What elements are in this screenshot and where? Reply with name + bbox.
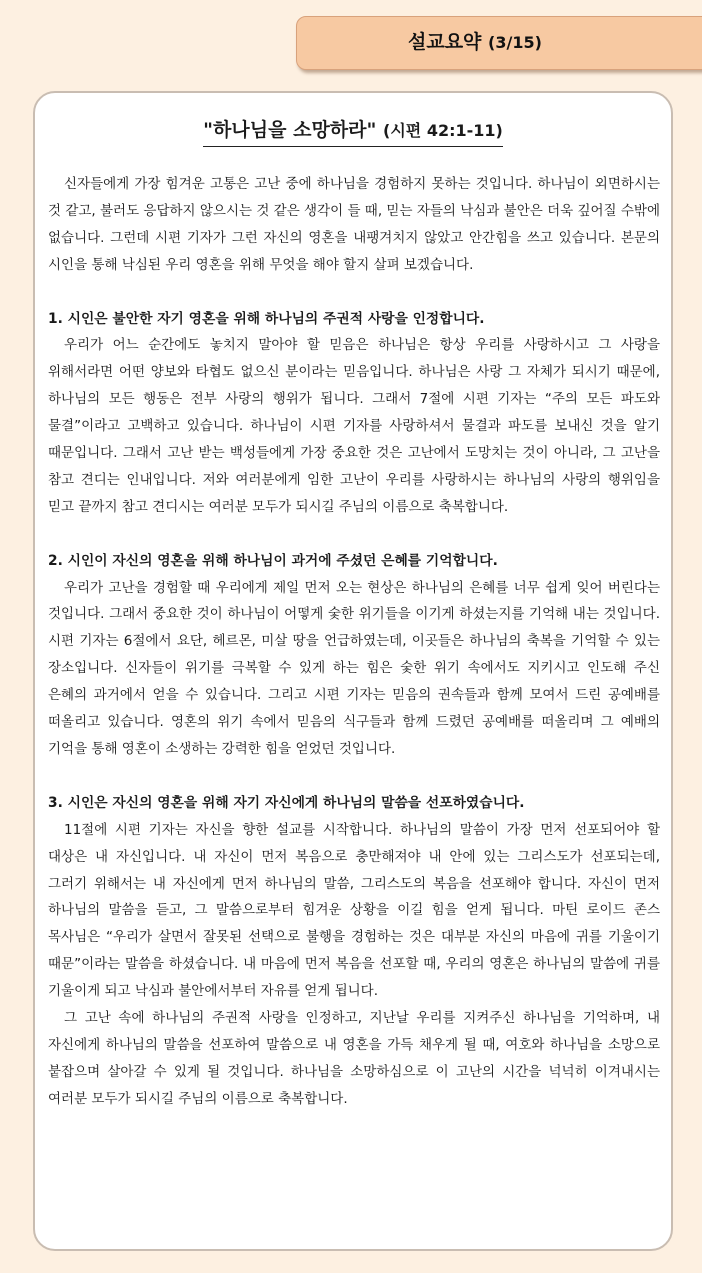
- section-2-paragraph: 우리가 고난을 경험할 때 우리에게 제일 먼저 오는 현상은 하나님의 은혜를 너무 쉽게 잊어 버린다는 것입니다. 그래서 중요한 것이 하나님이 어떻게 숯한 위기들을 이기게 하셨는지를 기억해 내는 것입니다. 시편 기자는 6절에서 요단, 헤르몬, 미살 땅을 언급하였는데, 이곳들은 하나님의 축복을 기억할 수 있는 장소입니다. 신자들이 위기를 극복할 수 있게 하는 힘은 숯한 위기 속에서도 지키시고 인도해 주신 은혜의 과거에서 얻을 수 있습니다. 그리고 시편 기자는 믿음의 권속들과 함께 모여서 드린 공예배를 떠올리고 있습니다. 영혼의 위기 속에서 믿음의 식구들과 함께 드렸던 공예배를 떠올리며 그 예배의 기억을 통해 영혼이 소생하는 강력한 힘을 얻었던 것입니다.: [48, 579, 660, 757]
- sermon-body: [48, 171, 660, 1113]
- section-spacer: [48, 763, 660, 790]
- header-title-text: 설교요약: [408, 31, 482, 53]
- page-indicator: (3/15): [488, 33, 542, 52]
- section-1-paragraph: 우리가 어느 순간에도 놓치지 말아야 할 믿음은 하나님은 항상 우리를 사랑하시고 그 사랑을 위해서라면 어떤 양보와 타협도 없으신 분이라는 믿음입니다. 하나님은 사랑 그 자체가 되시기 때문에, 하나님의 모든 행동은 전부 사랑의 행위가 됩니다. 그래서 7절에 시편 기자는 “주의 모든 파도와 물결”이라고 고백하고 있습니다. 하나님이 시편 기자를 사랑하셔서 물결과 파도를 보내신 것을 알기 때문입니다. 그래서 고난 받는 백성들에게 가장 중요한 것은 고난에서 도망치는 것이 아니라, 그 고난을 참고 견디는 인내입니다. 저와 여러분에게 임한 고난이 우리를 사랑하시는 하나님의 사랑의 행위임을 믿고 끝까지 참고 견디시는 여러분 모두가 되시길 주님의 이름으로 축복합니다.: [48, 337, 660, 515]
- scripture-reference: (시편 42:1-11): [383, 121, 503, 140]
- section-3-heading: 3. 시인은 자신의 영혼을 위해 자기 자신에게 하나님의 말씀을 선포하였습니다.: [48, 794, 525, 811]
- section-2-heading: 2. 시인이 자신의 영혼을 위해 하나님이 과거에 주셨던 은혜를 기억합니다.: [48, 552, 498, 569]
- page-header: [408, 29, 542, 56]
- section-3-paragraph-1: 11절에 시편 기자는 자신을 향한 설교를 시작합니다. 하나님의 말씀이 가장 먼저 선포되어야 할 대상은 내 자신입니다. 내 자신이 먼저 복음으로 충만해져야 내 안에 있는 그리스도가 선포되는데, 그러기 위해서는 내 자신에게 먼저 하나님의 말씀, 그리스도의 복음을 선포해야 합니다. 자신이 먼저 하나님의 말씀을 듣고, 그 말씀으로부터 힘겨운 상황을 이길 힘을 얻게 됩니다. 마틴 로이드 존스 목사님은 “우리가 살면서 잘못된 선택으로 불행을 경험하는 것은 대부분 자신의 마음에 귀를 기울이기 때문”이라는 말씀을 하셨습니다. 내 마음에 먼저 복음을 선포할 때, 우리의 영혼은 하나님의 말씀에 귀를 기울이게 되고 낙심과 불안에서부터 자유를 얻게 됩니다.: [48, 821, 660, 1000]
- sermon-title: [33, 117, 673, 147]
- sermon-title-text: "하나님을 소망하라": [203, 119, 377, 141]
- intro-paragraph: 신자들에게 가장 힘겨운 고통은 고난 중에 하나님을 경험하지 못하는 것입니다. 하나님이 외면하시는 것 같고, 불러도 응답하지 않으시는 것 같은 생각이 들 때, 믿는 자들의 낙심과 불안은 더욱 깊어질 수밖에 없습니다. 그런데 시편 기자가 그런 자신의 영혼을 내팽겨치지 않았고 안간힘을 쓰고 있습니다. 본문의 시인을 통해 낙심된 우리 영혼을 위해 무엇을 해야 할지 살펴 보겠습니다.: [48, 176, 660, 273]
- section-spacer: [48, 521, 660, 548]
- section-1-heading: 1. 시인은 불안한 자기 영혼을 위해 하나님의 주권적 사랑을 인정합니다.: [48, 310, 485, 327]
- section-spacer: [48, 279, 660, 306]
- section-3-paragraph-2: 그 고난 속에 하나님의 주권적 사랑을 인정하고, 지난날 우리를 지켜주신 하나님을 기억하며, 내 자신에게 하나님의 말씀을 선포하여 말씀으로 내 영혼을 가득 채우게 될 때, 여호와 하나님을 소망으로 붙잡으며 살아갈 수 있게 될 것입니다. 하나님을 소망하심으로 이 고난의 시간을 넉넉히 이겨내시는 여러분 모두가 되시길 주님의 이름으로 축복합니다.: [48, 1010, 660, 1107]
- sermon-title-underlined: [203, 117, 503, 147]
